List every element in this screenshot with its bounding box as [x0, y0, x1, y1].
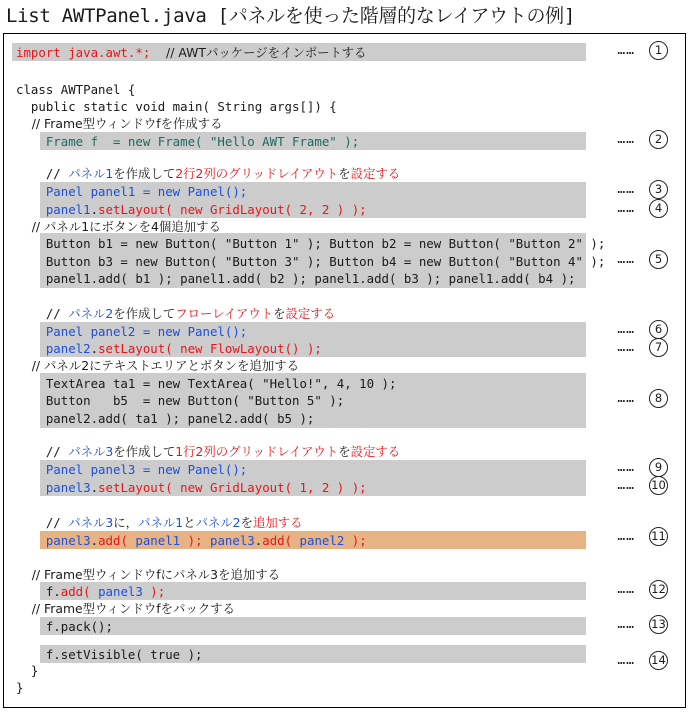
code-token: . [90, 533, 99, 548]
code-line [16, 662, 38, 679]
code-token: パネル1 [68, 166, 114, 181]
code-token: panel3 [210, 533, 255, 548]
code-token: panel2.add( ta1 ); panel2.add( b5 ); [16, 411, 315, 426]
code-token [203, 533, 210, 548]
code-line [16, 375, 396, 392]
code-token: に， [113, 515, 139, 530]
leader-dots: …… [617, 391, 635, 406]
code-token: を作成して [113, 306, 176, 321]
step-number-marker: 8 [649, 389, 668, 408]
code-line [16, 133, 359, 150]
code-token: を作成して [113, 166, 176, 181]
step-number-marker: 14 [649, 651, 668, 670]
code-line [16, 81, 135, 98]
code-line [16, 566, 280, 583]
code-line [16, 218, 221, 235]
code-line [16, 270, 576, 287]
code-line [16, 165, 400, 182]
code-line [16, 98, 337, 115]
code-line [16, 392, 344, 409]
step-number-marker: 13 [649, 615, 668, 634]
code-line [16, 305, 335, 322]
code-line [16, 183, 247, 200]
code-listing [4, 34, 685, 707]
code-line [16, 646, 203, 663]
code-token: パネル3 [68, 515, 114, 530]
code-token: // Frame型ウィンドウfにパネル3を追加する [16, 567, 281, 582]
code-token: class AWTPanel { [16, 82, 136, 97]
page-title: List AWTPanel.java [パネルを使った階層的なレイアウトの例] [6, 5, 575, 27]
code-line [16, 618, 113, 635]
code-line [16, 323, 247, 340]
code-token: add( [98, 533, 128, 548]
code-token: ); [187, 533, 203, 548]
code-token: 追加する [252, 515, 303, 530]
code-line [16, 235, 605, 252]
code-token: を [273, 306, 286, 321]
code-token: // パネル1にボタンを4個追加する [16, 219, 221, 234]
step-number-marker: 7 [649, 338, 668, 357]
code-line [16, 600, 235, 617]
code-line [16, 410, 314, 427]
step-number-marker: 5 [649, 250, 668, 269]
code-token: . [90, 341, 99, 356]
code-token: } [16, 680, 24, 695]
code-token: panel1.add( b1 ); panel1.add( b2 ); panel1.add( b3 ); panel1.add( b4 ); [16, 271, 576, 286]
code-line [16, 44, 366, 61]
code-token: add( [60, 584, 91, 599]
code-token: add( [262, 533, 293, 548]
leader-dots: …… [617, 653, 635, 668]
code-token: を [338, 444, 351, 459]
code-token: // Frame型ウィンドウfを作成する [16, 116, 223, 131]
code-token: // [16, 166, 69, 181]
code-line [16, 340, 322, 357]
code-token: // AWTパッケージをインポートする [150, 45, 367, 60]
code-token: panel3 [16, 480, 91, 495]
code-token: setLayout( new GridLayout( 2, 2 ) ); [98, 202, 367, 217]
code-token: Button b5 = new Button( "Button 5" ); [16, 393, 345, 408]
code-token: . [90, 202, 99, 217]
code-token: パネル3 [68, 444, 114, 459]
code-token: Frame f = new Frame( "Hello AWT Frame" ); [16, 134, 360, 149]
step-number-marker: 3 [649, 180, 668, 199]
step-number-marker: 12 [649, 580, 668, 599]
code-token: setLayout( new FlowLayout() ); [98, 341, 322, 356]
step-number-marker: 1 [649, 41, 668, 60]
code-line [16, 201, 367, 218]
code-token: 2行2列のグリッドレイアウト [175, 166, 339, 181]
code-token: f. [16, 584, 61, 599]
code-token: panel3 [16, 533, 91, 548]
code-token: Button b1 = new Button( "Button 1" ); Button b2 = new Button( "Button 2" ); [16, 236, 606, 251]
code-token: パネル1 [138, 515, 184, 530]
code-token: setLayout( new GridLayout( 1, 2 ) ); [98, 480, 367, 495]
code-line [16, 532, 367, 549]
code-token: ); [351, 533, 367, 548]
code-token: を [338, 166, 351, 181]
code-listing-frame [3, 33, 686, 708]
code-token: 設定する [350, 444, 401, 459]
leader-dots: …… [617, 132, 635, 147]
code-token: 1行2列のグリッドレイアウト [175, 444, 339, 459]
code-token: Panel panel1 = new Panel(); [16, 184, 248, 199]
code-token: パネル2 [195, 515, 241, 530]
leader-dots: …… [617, 201, 635, 216]
code-highlight [40, 617, 586, 635]
code-token: . [254, 533, 263, 548]
code-token: を [240, 515, 253, 530]
leader-dots: …… [617, 529, 635, 544]
code-line [16, 514, 303, 531]
code-line [16, 461, 247, 478]
code-token: を作成して [113, 444, 176, 459]
code-token: f.setVisible( true ); [16, 647, 203, 662]
code-token: import java.awt.*; [16, 45, 151, 60]
code-token: // [16, 444, 69, 459]
code-token: と [183, 515, 196, 530]
step-number-marker: 11 [649, 527, 668, 546]
step-number-marker: 9 [649, 458, 668, 477]
code-line [16, 479, 367, 496]
code-line [16, 253, 605, 270]
step-number-marker: 10 [649, 476, 668, 495]
leader-dots: …… [617, 322, 635, 337]
leader-dots: …… [617, 252, 635, 267]
code-token: Panel panel3 = new Panel(); [16, 462, 248, 477]
leader-dots: …… [617, 582, 635, 597]
code-token: panel3 [90, 584, 151, 599]
code-token: Button b3 = new Button( "Button 3" ); Button b4 = new Button( "Button 4" ); [16, 254, 606, 269]
code-token: ); [150, 584, 166, 599]
code-line [16, 357, 299, 374]
code-token: panel1 [16, 202, 91, 217]
leader-dots: …… [617, 460, 635, 475]
code-token: // [16, 306, 69, 321]
code-line [16, 583, 165, 600]
code-token: panel1 [127, 533, 188, 548]
step-number-marker: 6 [649, 320, 668, 339]
code-token: } [16, 663, 39, 678]
code-token: f.pack(); [16, 619, 113, 634]
code-token: . [90, 480, 99, 495]
code-token: 設定する [285, 306, 336, 321]
code-token: panel2 [16, 341, 91, 356]
code-token: パネル2 [68, 306, 114, 321]
leader-dots: …… [617, 182, 635, 197]
code-token: TextArea ta1 = new TextArea( "Hello!", 4, 10 ); [16, 376, 397, 391]
code-line [16, 443, 400, 460]
code-token: panel2 [292, 533, 352, 548]
step-number-marker: 4 [649, 199, 668, 218]
code-token: // Frame型ウィンドウfをパックする [16, 601, 235, 616]
leader-dots: …… [617, 478, 635, 493]
code-line [16, 115, 223, 132]
code-line [16, 679, 23, 696]
step-number-marker: 2 [649, 130, 668, 149]
code-token: フローレイアウト [175, 306, 274, 321]
code-token: Panel panel2 = new Panel(); [16, 324, 248, 339]
code-token: // パネル2にテキストエリアとボタンを追加する [16, 358, 299, 373]
leader-dots: …… [617, 617, 635, 632]
code-token: // [16, 515, 69, 530]
code-token: public static void main( String args[]) { [16, 99, 337, 114]
leader-dots: …… [617, 340, 635, 355]
leader-dots: …… [617, 43, 635, 58]
code-token: 設定する [350, 166, 401, 181]
